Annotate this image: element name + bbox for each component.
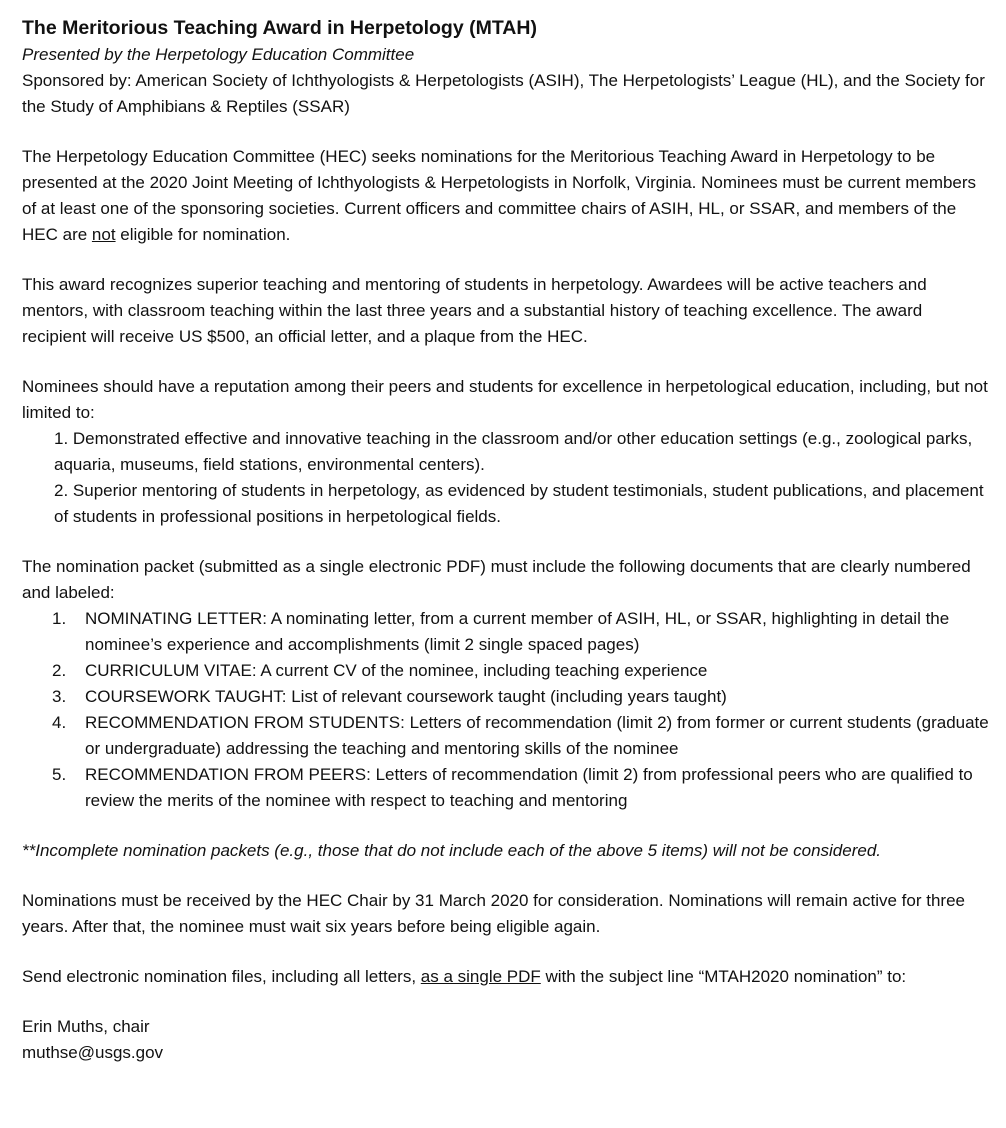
criteria-list (22, 426, 990, 530)
spacer (22, 940, 990, 964)
item-text: RECOMMENDATION FROM PEERS: Letters of recommendation (limit 2) from professional peers who are qualified to review the merits of the nominee with respect to teaching and mentoring (85, 765, 973, 810)
document-subtitle: Presented by the Herpetology Education Committee (22, 45, 415, 64)
criteria-lead: Nominees should have a reputation among their peers and students for excellence in herpetological education, including, but not limited to: (22, 377, 988, 422)
item-text: CURRICULUM VITAE: A current CV of the nominee, including teaching experience (85, 661, 708, 680)
item-number: 4. (52, 713, 67, 732)
item-number: 1. (52, 609, 67, 628)
packet-item-coursework (22, 684, 990, 710)
send-text: Send electronic nomination files, including all letters, (22, 967, 421, 986)
packet-item-peer-recommendation (22, 762, 990, 814)
intro-paragraph (22, 144, 990, 248)
criteria-item: 1. Demonstrated effective and innovative teaching in the classroom and/or other education settings (e.g., zoological parks, aquaria, museums, field stations, environmental centers). (54, 429, 973, 474)
award-paragraph: This award recognizes superior teaching and mentoring of students in herpetology. Awardees will be active teachers and mentors, with classroom teaching within the last three years and a substantial history of teaching excellence. The award recipient will receive US $500, an official letter, and a plaque from the HEC. (22, 275, 927, 346)
intro-text: The Herpetology Education Committee (HEC) seeks nominations for the Meritorious Teaching Award in Herpetology to be presented at the 2020 Joint Meeting of Ichthyologists & Herpetologists in Norfolk, Virginia. Nominees must be current members of at least one of the sponsoring societies. Current officers and committee chairs of ASIH, HL, or SSAR, and members of the HEC are (22, 147, 977, 244)
packet-list (22, 606, 990, 814)
intro-text-end: eligible for nomination. (115, 225, 291, 244)
contact-email: muthse@usgs.gov (22, 1043, 164, 1062)
item-number: 5. (52, 765, 67, 784)
document-title: The Meritorious Teaching Award in Herpetology (MTAH) (22, 17, 537, 39)
item-text: COURSEWORK TAUGHT: List of relevant coursework taught (including years taught) (85, 687, 727, 706)
item-text: RECOMMENDATION FROM STUDENTS: Letters of recommendation (limit 2) from former or current students (graduate or undergraduate) addressing the teaching and mentoring skills of the nominee (85, 713, 989, 758)
spacer (22, 248, 990, 272)
packet-item-student-recommendation (22, 710, 990, 762)
criteria-item: 2. Superior mentoring of students in herpetology, as evidenced by student testimonials, student publications, and placement of students in professional positions in herpetological fields. (54, 481, 984, 526)
spacer (22, 120, 990, 144)
incomplete-note: **Incomplete nomination packets (e.g., those that do not include each of the above 5 items) will not be considered. (22, 841, 882, 860)
sponsors-paragraph: Sponsored by: American Society of Ichthyologists & Herpetologists (ASIH), The Herpetologists’ League (HL), and the Society for the Study of Amphibians & Reptiles (SSAR) (22, 71, 985, 116)
single-pdf-emphasis: as a single PDF (420, 967, 541, 986)
item-number: 3. (52, 687, 67, 706)
spacer (22, 530, 990, 554)
spacer (22, 350, 990, 374)
packet-item-curriculum-vitae (22, 658, 990, 684)
item-number: 2. (52, 661, 67, 680)
deadline-paragraph: Nominations must be received by the HEC Chair by 31 March 2020 for consideration. Nominations will remain active for three years. After that, the nominee must wait six years before being eligible again. (22, 891, 965, 936)
send-paragraph (22, 964, 990, 990)
not-emphasis: not (91, 225, 116, 244)
packet-lead: The nomination packet (submitted as a single electronic PDF) must include the following documents that are clearly numbered and labeled: (22, 557, 971, 602)
document (22, 14, 990, 1066)
packet-item-nominating-letter (22, 606, 990, 658)
item-text: NOMINATING LETTER: A nominating letter, from a current member of ASIH, HL, or SSAR, highlighting in detail the nominee’s experience and accomplishments (limit 2 single spaced pages) (85, 609, 950, 654)
send-text-end: with the subject line “MTAH2020 nomination” to: (540, 967, 907, 986)
spacer (22, 864, 990, 888)
contact-name: Erin Muths, chair (22, 1017, 150, 1036)
spacer (22, 990, 990, 1014)
spacer (22, 814, 990, 838)
